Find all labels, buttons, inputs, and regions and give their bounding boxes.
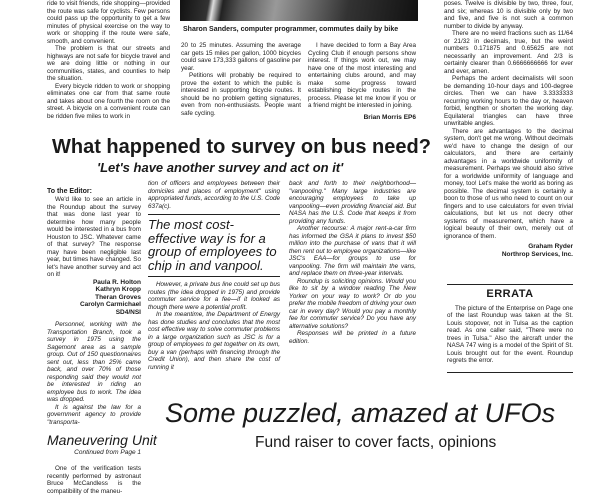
pull-quote: The most cost-effective way is for a group of employees to chip in and vanpool. (148, 214, 280, 277)
letter-text: We'd like to see an article in the Roundup about the survey that was done last year to determine how many people would be interested in a bus from Houston to JSC. Whatever came of that survey? The response may have been negligible last year, but times have changed. So let's have another survey and act on it! (47, 196, 141, 278)
paragraph: Roundup is soliciting opinions. Would you like to sit by a window reading The New Yorker on your way to work? Or do you prefer the mobile freedom of driving your own car in every day? Would you pay a monthly fee for commuter service? Do you have any alternative solutions? (289, 277, 416, 330)
bicycle-article-right-column (308, 42, 416, 121)
paragraph: Petitions will probably be required to prove the extent to which the public is interested in supporting bicycle routes. It should be no problem getting signatures, even from non-enthusiasts. People want safe cycling. (181, 72, 301, 117)
bus-article-column-1 (47, 188, 157, 495)
paragraph: ride to visit friends, ride shopping—provided the route was safe for cyclists. Few persons could pass up the opportunity to get a few minutes of physical exercise on the way to work or shopping if the route were safe, smooth, and convenient. (47, 0, 170, 45)
bus-article-columns-2-3 (148, 180, 416, 371)
reply-text: Personnel, working with the Transportation Branch, took a survey in 1975 using the Sagemont area as a sample group. Out of 150 questionnaires sent out, less than 25% came back, and over 70% of those responding said they would not be interested in riding an employee bus to work. The idea was dropped. (47, 321, 141, 404)
paragraph: Perhaps the ardent decimalists will soon be demanding 10-hour days and 100-degree circles. Then we can have 3.3333333 recurring working hours to the day or, heaven forbid, lengthen or shorten the working day. Equilateral triangles can have three unwritable angles. (444, 75, 573, 127)
headline: What happened to survey on bus need? (52, 136, 431, 158)
ufo-headline: Some puzzled, amazed at UFOs (165, 398, 556, 428)
paragraph: There are no weird fractions such as 11/64 or 21/32 in decimals, true, but the weird numbers 0.171875 and 0.65625 are not necessarily an improvement. And 2/3 is certainly clearer than 0.6666666666 for ever and ever, amen. (444, 30, 573, 75)
paragraph: In the meantime, the Department of Energy has done studies and concludes that the most cost effective way to solve commuter problems in a large organization such as JSC is for a group of employees to get together on its own, buy a van (perhaps with financing through the Credit Union), and then share the cost of running it (148, 311, 280, 371)
maneuvering-unit-text: One of the verification tests recently performed by astronaut Bruce McCandless is the compatibility of the maneu- (47, 465, 141, 495)
maneuvering-unit-headline: Maneuvering Unit (47, 432, 157, 449)
paragraph: There are advantages to the decimal system, don't get me wrong. Without decimals we'd have to change the design of our calculators, and there are certainly advantages in a worldwide uniformity of measurement. Perhaps we should also strive for a worldwide uniformity of language and money, too! Let's make the world as boring as possible. The decimal system is certainly a boon to those of us who need to count on our fingers and to use calculators for even trivial calculations, but let us not decry other systems of measurement, which have a logical beauty of their own, merely out of ignorance of them. (444, 127, 573, 240)
signature: Theran Groves (95, 293, 141, 301)
decimal-letter-column (444, 0, 573, 373)
bicycle-article-mid-column (181, 42, 301, 117)
subheadline: 'Let's have another survey and act on it' (97, 160, 344, 175)
signature: Brian Morris EP6 (363, 113, 416, 121)
errata-title: ERRATA (486, 288, 534, 301)
salutation: To the Editor: (47, 188, 92, 195)
signature: Kathryn Kropp (95, 286, 141, 294)
signature-org: Northrop Services, Inc. (501, 250, 573, 258)
bus-article-column-2 (148, 180, 280, 371)
errata-box (447, 284, 573, 373)
paragraph: Another recourse: A major rent-a-car firm has informed the GSA it plans to invest $50 million into the purchase of vans that it will then rent out to employee organizations—like JSC's EAA—for groups to use for vanpooling. The firm will maintain the vans, and replace them on three-year intervals. (289, 225, 416, 277)
paragraph: I have decided to form a Bay Area Cycling Club if enough persons show interest. If things work out, we may have one of the most interesting and entertaining clubs around, and may make some progress toward establishing bicycle routes in the process. Please let me know if you or a friend might be interested in joining. (308, 42, 416, 109)
paragraph: Responses will be printed in a future edition. (289, 330, 416, 345)
signature-name: Graham Ryder (528, 243, 573, 250)
cyclist-photo (180, 0, 418, 21)
paragraph: tion of officers and employees between their domiciles and places of employment" using appropriated funds, according to the U.S. Code 637a(c). (148, 180, 280, 210)
bus-article-column-3 (289, 180, 416, 345)
paragraph: 20 to 25 minutes. Assuming the average car gets 15 miles per gallon, 1000 bicycles could save 173,333 gallons of gasoline per year. (181, 42, 301, 72)
signature: Carolyn Carmichael (79, 301, 141, 309)
paragraph: However, a private bus line could set up bus routes (the idea dropped in 1975) and provide commuter service for a fee—if it looked as though there were a potential profit. (148, 281, 280, 311)
bicycle-article-left-column (47, 0, 170, 120)
paragraph: The problem is that our streets and highways are not safe for bicycle travel and we are doing little or nothing in our communities, states, and counties to help the situation. (47, 45, 170, 82)
signature: SD4/NSI (115, 308, 141, 316)
signature: Paula R. Holton (92, 278, 141, 286)
continued-from-label: Continued from Page 1 (74, 449, 141, 457)
paragraph: Every bicycle ridden to work or shopping eliminates one car from that same route and takes about one fourth the room on the street. A bicycle on a convenient route can be ridden five miles to work in (47, 82, 170, 120)
errata-text: The picture of the Enterprise on Page one of the last Roundup was taken at the St. Louis stopover, not in Tulsa as the caption read. As one caller said, "There were no trees in Tulsa." Also the aircraft under the NASA 747 wing is a model of the Spirit of St. Louis brought out for the event. Roundup regrets the error. (447, 304, 573, 365)
ufo-subheadline: Fund raiser to cover facts, opinions (255, 434, 497, 451)
paragraph: poses. Twelve is divisible by two, three, four, and six; whereas 10 is divisible only by two and five, and five is not such a common number to divide by anyway. (444, 0, 573, 30)
reply-text: It is against the law for a government agency to provide "transporta- (47, 403, 141, 426)
photo-caption: Sharon Sanders, computer programmer, commutes daily by bike (183, 26, 399, 33)
paragraph: back and forth to their neighborhood— "vanpooling." Many large industries are encouraging employees to take up vanpooling—even providing financial aid. But NASA has the U.S. Code that keeps it from providing any funds. (289, 180, 416, 225)
